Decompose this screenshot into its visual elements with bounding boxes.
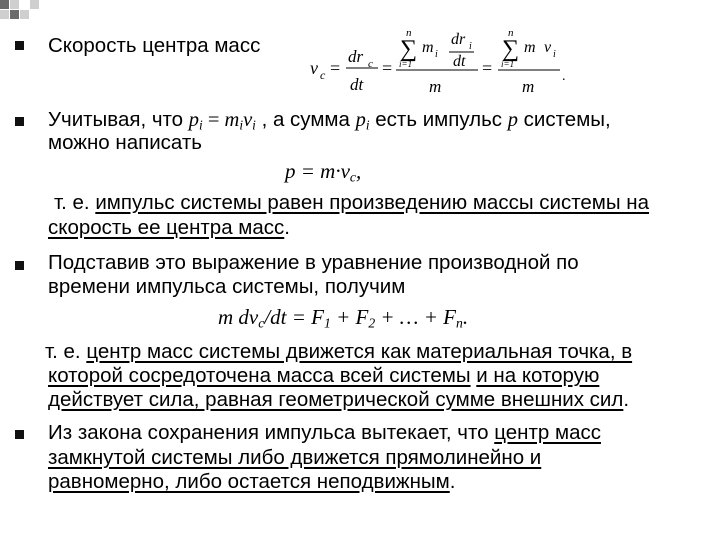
svg-text:=: = <box>330 58 341 78</box>
conclusion-motion-line3: действует сила, равная геометрической сумме внешних сил. <box>48 388 630 411</box>
bullet-marker <box>15 41 24 50</box>
svg-text:i=1: i=1 <box>399 59 413 69</box>
center-of-mass-velocity-formula <box>308 22 568 102</box>
bullet-text-substitution: Подставив это выражение в уравнение производной по <box>48 251 579 274</box>
bullet-text-momentum-cont: можно написать <box>48 131 202 154</box>
svg-text:=: = <box>482 58 493 78</box>
bullet-marker <box>15 430 24 439</box>
svg-text:i=1: i=1 <box>501 59 515 69</box>
svg-text:c: c <box>320 68 326 82</box>
conclusion-motion-line2: которой сосредоточена масса всей системы и на которую <box>48 364 600 387</box>
svg-text:.: . <box>562 69 566 84</box>
bullet-text-conservation-line3: равномерно, либо остается неподвижным. <box>48 470 456 493</box>
svg-text:m: m <box>522 77 535 96</box>
bullet-text-substitution-cont: времени импульса системы, получим <box>48 275 406 298</box>
conclusion-motion-line1: т. е. центр масс системы движется как материальная точка, в <box>45 340 633 363</box>
svg-text:dr: dr <box>348 47 364 66</box>
bullet-text-center-of-mass-velocity: Скорость центра масс <box>48 34 261 57</box>
momentum-formula: $p = m\cdot v_c$, <box>285 159 362 185</box>
svg-text:n: n <box>508 27 514 39</box>
svg-text:n: n <box>406 27 412 39</box>
svg-text:c: c <box>368 58 373 70</box>
bullet-text-momentum: Учитывая, что $p_i = m_iv_i$ , а сумма $p_i$ есть импульс p системы, <box>48 108 611 133</box>
svg-text:i: i <box>553 49 556 60</box>
conclusion-momentum-line2: скорость ее центра масс. <box>48 216 290 239</box>
equation-of-motion-formula: m $dv_c/dt = F_1 + F_2$ + … + $F_n$. <box>218 305 469 331</box>
bullet-text-conservation-line2: замкнутой системы либо движется прямолинейно и <box>48 446 542 469</box>
bullet-marker <box>15 117 24 126</box>
svg-text:∑: ∑ <box>502 36 520 62</box>
svg-text:m: m <box>422 39 434 56</box>
svg-text:dt: dt <box>453 53 466 70</box>
svg-text:dr: dr <box>451 31 466 48</box>
svg-text:m: m <box>429 77 442 96</box>
bullet-marker <box>15 261 24 270</box>
conclusion-momentum-line1: т. е. импульс системы равен произведению массы системы на <box>54 191 650 214</box>
corner-decoration <box>0 0 40 24</box>
svg-text:dt: dt <box>350 75 364 94</box>
svg-text:=: = <box>382 58 393 78</box>
svg-text:v: v <box>544 39 552 56</box>
svg-text:∑: ∑ <box>400 36 418 62</box>
svg-text:i: i <box>469 41 472 52</box>
svg-text:i: i <box>435 49 438 60</box>
bullet-text-conservation-line1: Из закона сохранения импульса вытекает, что центр масс <box>48 421 601 444</box>
svg-text:m: m <box>524 39 536 56</box>
svg-text:v: v <box>310 58 318 78</box>
